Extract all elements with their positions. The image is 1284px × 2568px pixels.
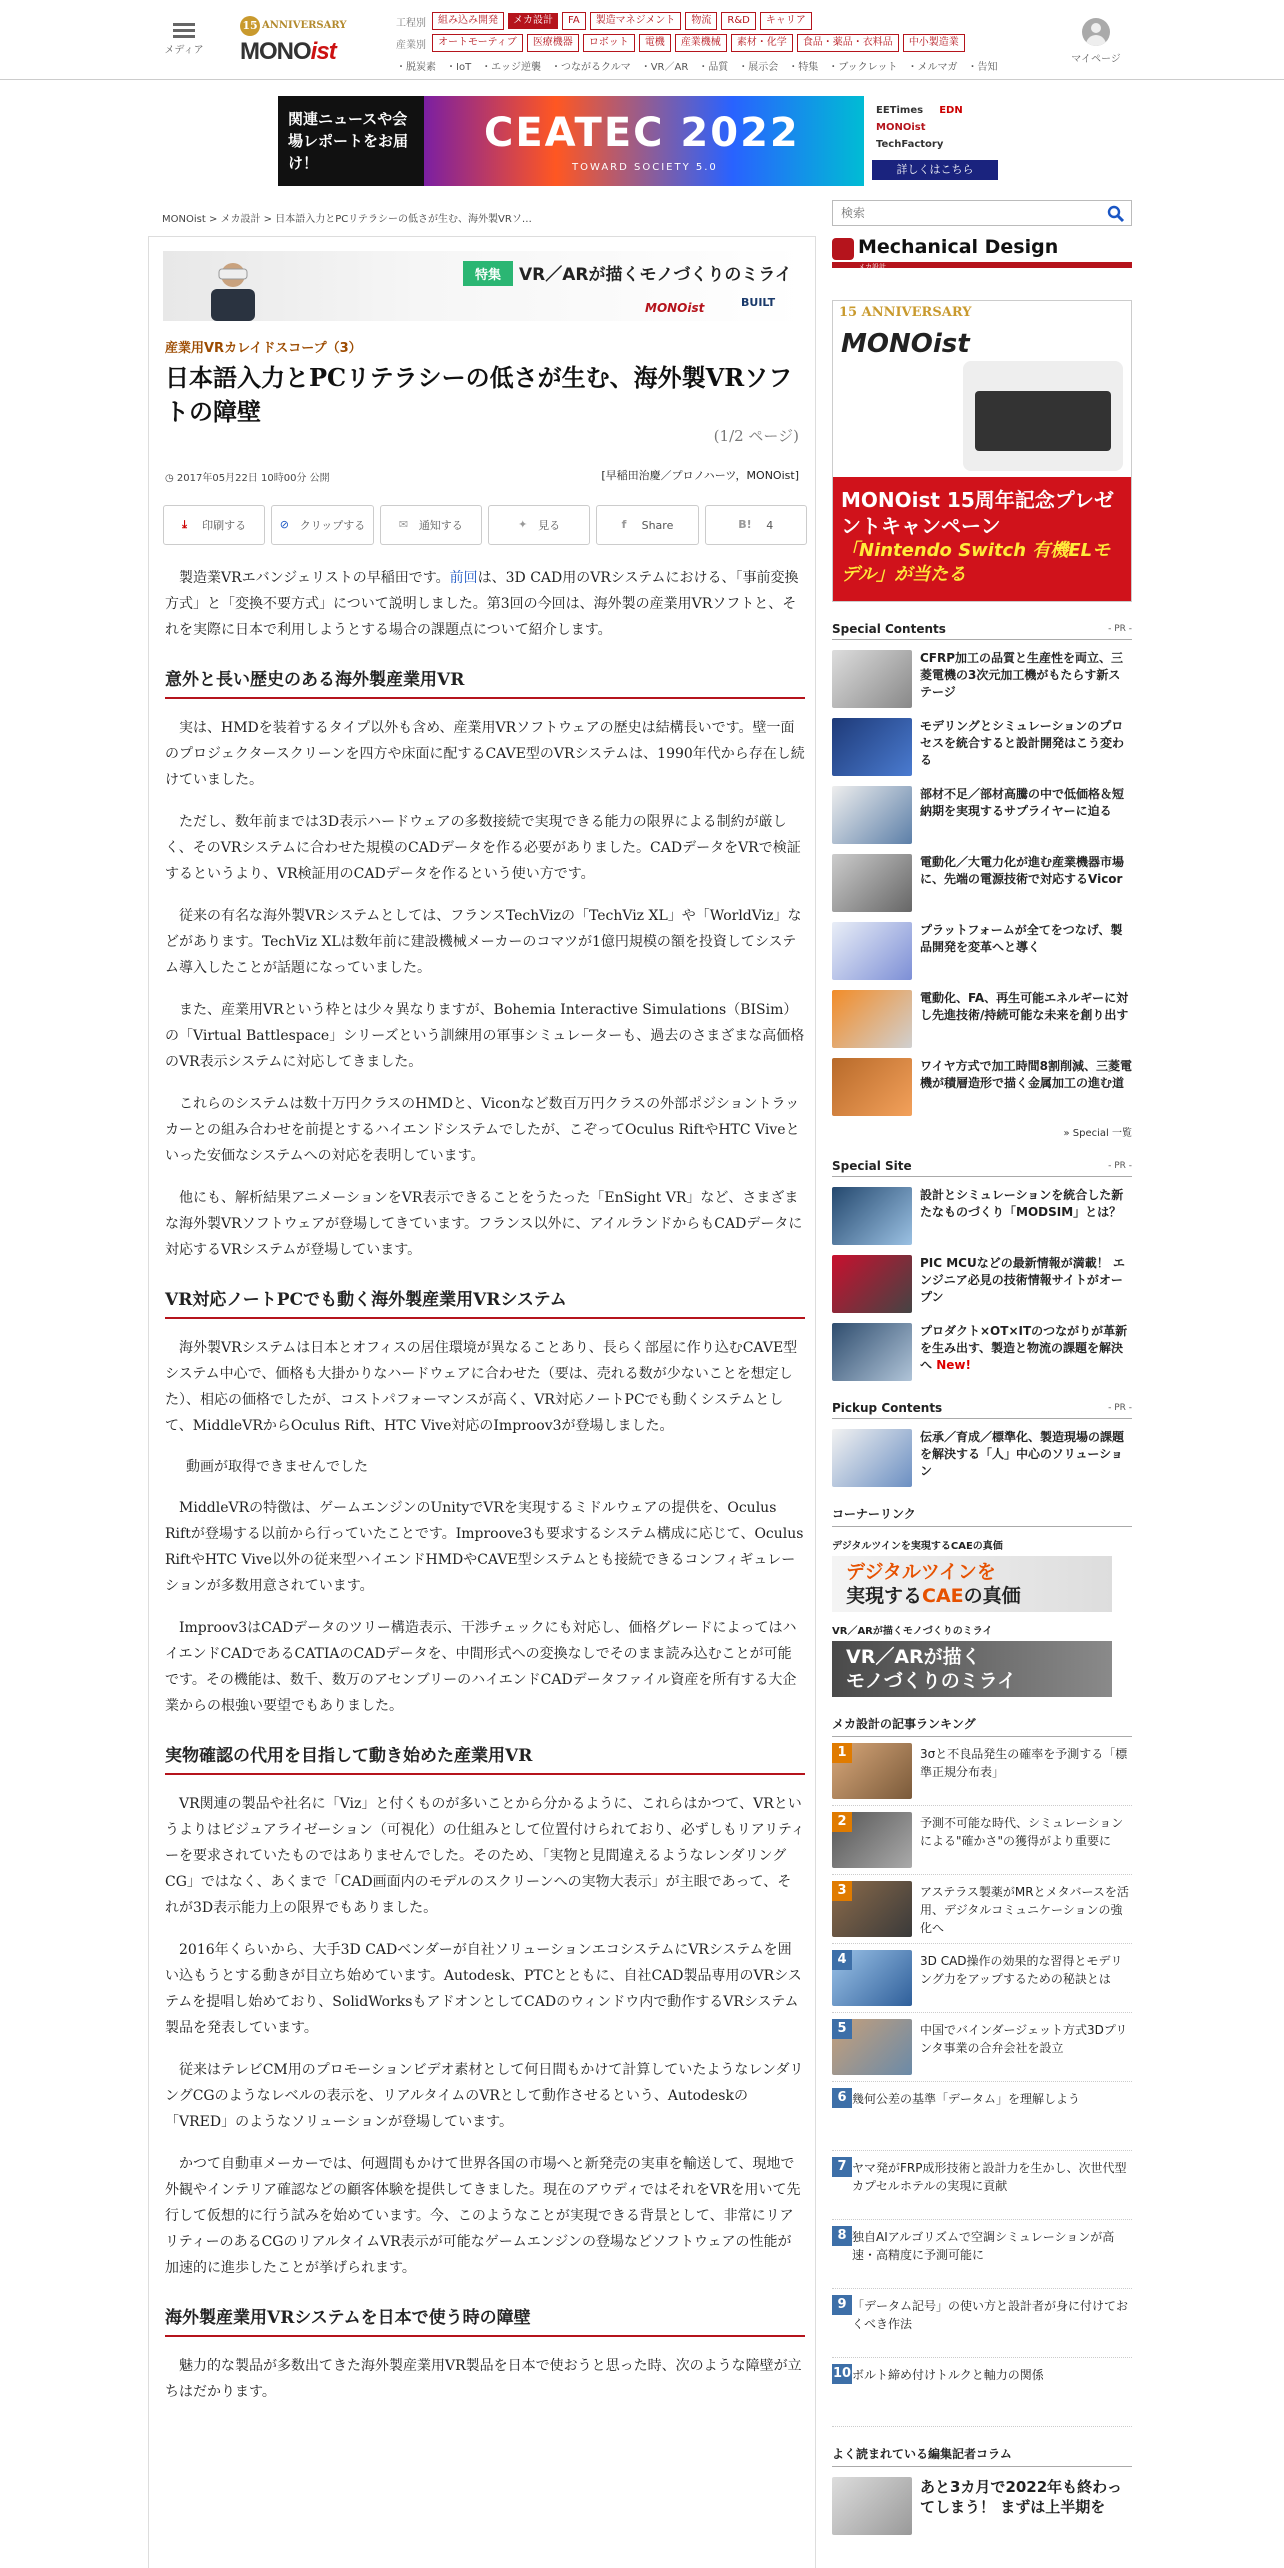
ranking-item[interactable]: 1 3σと不良品発生の確率を予測する「標準正規分布表」 bbox=[832, 1743, 1132, 1806]
special-site-item[interactable]: 設計とシミュレーションを統合した新たなものづくり「MODSIM」とは？ bbox=[832, 1187, 1132, 1245]
logo-anniversary-number: 15 bbox=[240, 16, 260, 36]
keyword-link[interactable]: ・IoT bbox=[446, 61, 472, 73]
keyword-link[interactable]: ・メルマガ bbox=[907, 61, 958, 73]
tag-sme[interactable]: 中小製造業 bbox=[903, 34, 965, 52]
new-badge: New! bbox=[936, 1358, 971, 1372]
ranking-heading: メカ設計の記事ランキング bbox=[832, 1715, 1132, 1737]
section-heading: 海外製産業用VRシステムを日本で使う時の障壁 bbox=[165, 2305, 805, 2337]
tag-mechanical[interactable]: メカ設計 bbox=[508, 13, 558, 29]
techfactory-logo: TechFactory bbox=[876, 139, 944, 150]
process-row bbox=[396, 10, 1056, 32]
rank-number: 9 bbox=[832, 2295, 852, 2315]
mypage-button[interactable] bbox=[1062, 18, 1130, 65]
article bbox=[148, 236, 816, 2568]
thumbnail bbox=[832, 786, 912, 844]
banner-center bbox=[424, 96, 864, 186]
clock-icon: ◷ bbox=[165, 473, 177, 484]
ranking-item[interactable]: 10 ボルト締め付けトルクと軸力の関係 bbox=[832, 2364, 1132, 2427]
pickup-item[interactable]: 伝承／育成／標準化、製造現場の課題を解決する「人」中心のソリューション bbox=[832, 1429, 1132, 1487]
ranking-item[interactable]: 7 ヤマ発がFRP成形技術と設計力を生かし、次世代型カプセルホテルの実現に貢献 bbox=[832, 2157, 1132, 2220]
facebook-button[interactable]: f Share bbox=[596, 505, 698, 545]
special-content-item[interactable]: 電動化／大電力化が進む産業機器市場に、先端の電源技術で対応するVicor bbox=[832, 854, 1132, 912]
corner-link bbox=[832, 1622, 1132, 1697]
series-link[interactable]: 産業用VRカレイドスコープ（3） bbox=[165, 341, 362, 356]
paragraph: また、産業用VRという枠とは少々異なりますが、Bohemia Interactive Simulations（BISim）の「Virtual Battlespace」シリーズという訓練用の軍事シミュレーターも、過去のさまざまな高価格のVR表示システムに対応してきました。 bbox=[165, 1002, 805, 1070]
hatena-button[interactable]: B! 4 bbox=[705, 505, 807, 545]
special-site-item[interactable]: プロダクト×OT×ITのつながりが革新を生み出す、製造と物流の課題を解決へ New! bbox=[832, 1323, 1132, 1381]
paragraph: 従来の有名な海外製VRシステムとしては、フランスTechVizの「TechViz XL」や「WorldViz」などがあります。TechViz XLは数年前に建設機械メーカーのコマツが1億円規模の額を投資してシステム導入したことが話題になっていました。 bbox=[165, 908, 802, 976]
feature-banner[interactable] bbox=[163, 251, 805, 321]
column-item[interactable]: あと3カ月で2022年も終わってしまう！ まずは上半期を bbox=[832, 2477, 1132, 2535]
tag-logistics[interactable]: 物流 bbox=[685, 12, 717, 30]
paragraph: 従来はテレビCM用のプロモーションビデオ素材として何日間もかけて計算していたようなレンダリングCGのようなレベルの表示を、リアルタイムのVRとして動作させるという、Autodeskの「VRED」のようなソリューションが登場しています。 bbox=[165, 2062, 804, 2130]
paragraph: 海外製VRシステムは日本とオフィスの居住環境が異なることあり、長らく部屋に作り込むCAVE型システム中心で、価格も大掛かりなハードウェアに合わせた（要は、売れる数が少ないことを想定した）、相応の価格でしたが、コストパフォーマンスが高く、VR対応ノートPCでも動くシステムとして、MiddleVRからOculus Rift、HTC Vive対応のImproov3が登場しました。 bbox=[165, 1340, 798, 1434]
corner-link-banner[interactable]: デジタルツインを 実現するCAEの真価 bbox=[832, 1556, 1112, 1612]
author: [早稲田治慶／プロノハーツ，MONOist] bbox=[601, 469, 799, 482]
mechanical-design-header[interactable] bbox=[832, 236, 1132, 270]
search-icon[interactable] bbox=[1107, 205, 1125, 223]
campaign-anniversary: 15 ANNIVERSARY bbox=[839, 305, 972, 320]
tag-automotive[interactable]: オートモーティブ bbox=[432, 34, 523, 52]
feature-tag: 特集 bbox=[463, 261, 513, 286]
tag-management[interactable]: 製造マネジメント bbox=[590, 12, 682, 30]
thumbnail bbox=[832, 718, 912, 776]
special-site-heading: Special Site - PR - bbox=[832, 1159, 1132, 1177]
page-indicator: (1/2 ページ) bbox=[713, 427, 799, 445]
keyword-link[interactable]: ・ブックレット bbox=[828, 61, 898, 73]
paragraph: かつて自動車メーカーでは、何週間もかけて世界各国の市場へと新発売の実車を輸送して、現地で外観やインテリア確認などの顧客体験を提供してきました。現在のアウディではそれをVRを用いて先行して仮想的に行う試みを始めています。今、このようなことが実現できる背景として、非常にリアリティーのあるCGのリアルタイムVR表示が可能なゲームエンジンの登場などソフトウェアの性能が加速的に進歩したことが挙げられます。 bbox=[165, 2156, 801, 2276]
tag-embedded[interactable]: 組み込み開発 bbox=[432, 12, 504, 30]
campaign-subline: 「Nintendo Switch 有機ELモデル」が当たる bbox=[841, 540, 1111, 585]
edn-logo: EDN bbox=[939, 105, 963, 116]
monoist-logo-small: MONOist bbox=[876, 122, 926, 133]
ranking-item[interactable]: 2 予測不可能な時代、シミュレーションによる"確かさ"の獲得がより重要に bbox=[832, 1812, 1132, 1875]
banner-subtitle: TOWARD SOCIETY 5.0 bbox=[572, 162, 718, 173]
corner-link-label: VR／ARが描くモノづくりのミライ bbox=[832, 1626, 993, 1637]
keyword-row bbox=[396, 54, 1056, 76]
tag-materials[interactable]: 素材・化学 bbox=[731, 34, 793, 52]
paragraph: VR関連の製品や社名に「Viz」と付くものが多いことから分かるように、これらはかつて、VRというよりはビジュアライゼーション（可視化）の仕組みとして位置付けられており、必ずしもリアリティーを要求されていたものではありませんでした。そのため、「実物と見間違えるようなレンダリングCG」ではなく、あくまで「CAD画面内のモデルのスクリーンへの実物大表示」が主眼であって、それが3D表示能力上の限界でもありました。 bbox=[165, 1796, 805, 1916]
rank-number: 7 bbox=[832, 2157, 852, 2177]
gear-icon bbox=[832, 238, 854, 260]
keyword-link[interactable]: ・VR／AR bbox=[640, 61, 689, 73]
hatena-icon: B! bbox=[738, 518, 752, 531]
paragraph: これらのシステムは数十万円クラスのHMDと、Viconなど数百万円クラスの外部ポジショントラッカーとの組み合わせを前提とするハイエンドシステムでしたが、こぞってOculus RiftやHTC Viveといった安価なシステムへの対応を表明しています。 bbox=[165, 1096, 800, 1164]
special-content-item[interactable]: 電動化、FA、再生可能エネルギーに対し先進技術/持続可能な未来を創り出す bbox=[832, 990, 1132, 1048]
thumbnail bbox=[832, 1429, 912, 1487]
rank-number: 4 bbox=[832, 1950, 852, 1970]
breadcrumb[interactable]: MONOist > メカ設計 > 日本語入力とPCリテラシーの低さが生む、海外製VRソ… bbox=[162, 214, 532, 225]
logo-wordmark: MONOist bbox=[240, 38, 336, 65]
tag-machinery[interactable]: 産業機械 bbox=[675, 34, 727, 52]
columns-heading: よく読まれている編集記者コラム bbox=[832, 2445, 1132, 2467]
campaign-ad[interactable] bbox=[832, 300, 1132, 602]
thumbnail bbox=[832, 1187, 912, 1245]
notify-icon: ✉ bbox=[398, 518, 409, 531]
special-content-item[interactable]: 部材不足／部材高騰の中で低価格＆短納期を実現するサプライヤーに迫る bbox=[832, 786, 1132, 844]
paragraph: 2016年くらいから、大手3D CADベンダーが自社ソリューションエコシステムにVRシステムを囲い込もうとする動きが目立ち始めています。Autodesk、PTCとともに、自社CAD製品専用のVRシステムを提唱し始めており、SolidWorksもアドオンとしてCADのウィンドウ内で動作するVRシステム製品を発表しています。 bbox=[165, 1942, 802, 2036]
rank-number: 6 bbox=[832, 2088, 852, 2108]
special-site-item[interactable]: PIC MCUなどの最新情報が満載！ エンジニア必見の技術情報サイトがオープン bbox=[832, 1255, 1132, 1313]
game-console-image bbox=[963, 361, 1123, 471]
rank-number: 3 bbox=[832, 1881, 852, 1901]
user-avatar-icon bbox=[1082, 18, 1110, 46]
print-button[interactable]: ⤓ 印刷する bbox=[163, 505, 265, 545]
clip-icon: ⊘ bbox=[279, 518, 289, 531]
thumbnail bbox=[832, 854, 912, 912]
ranking-item[interactable]: 6 幾何公差の基準「データム」を理解しよう bbox=[832, 2088, 1132, 2151]
ranking-item[interactable]: 9 「データム記号」の使い方と設計者が身に付けておくべき作法 bbox=[832, 2295, 1132, 2358]
special-content-item[interactable]: モデリングとシミュレーションのプロセスを統合すると設計開発はこう変わる bbox=[832, 718, 1132, 776]
thumbnail bbox=[832, 1255, 912, 1313]
corner-links-heading: コーナーリンク bbox=[832, 1505, 1132, 1527]
banner-left-text: 関連ニュースや会場レポートをお届け！ bbox=[278, 96, 424, 186]
share-toolbar bbox=[163, 505, 807, 547]
section-heading: VR対応ノートPCでも動く海外製産業用VRシステム bbox=[165, 1287, 805, 1319]
ranking-item[interactable]: 3 アステラス製薬がMRとメタバースを活用、デジタルコミュニケーションの強化へ bbox=[832, 1881, 1132, 1944]
ranking-item[interactable]: 5 中国でバインダージェット方式3Dプリンタ事業の合弁会社を設立 bbox=[832, 2019, 1132, 2082]
rank-number: 5 bbox=[832, 2019, 852, 2039]
video-unavailable-note: 動画が取得できませんでした bbox=[186, 1459, 368, 1475]
special-contents-heading: Special Contents - PR - bbox=[832, 622, 1132, 640]
keyword-link[interactable]: ・品質 bbox=[698, 61, 729, 73]
corner-link bbox=[832, 1537, 1132, 1612]
category-nav bbox=[396, 10, 1056, 76]
hamburger-icon bbox=[162, 23, 206, 38]
feature-logo-monoist: MONOist bbox=[645, 301, 705, 315]
rank-number: 10 bbox=[832, 2364, 852, 2384]
rank-number: 1 bbox=[832, 1743, 852, 1763]
twitter-icon: ✦ bbox=[518, 518, 528, 531]
sidebar bbox=[832, 236, 1132, 2535]
tag-electric[interactable]: 電機 bbox=[639, 34, 671, 52]
section-heading: 意外と長い歴史のある海外製産業用VR bbox=[165, 667, 805, 699]
monoist-logo[interactable] bbox=[236, 14, 376, 68]
pickup-heading: Pickup Contents - PR - bbox=[832, 1401, 1132, 1419]
special-content-item[interactable]: CFRP加工の品質と生産性を両立、三菱電機の3次元加工機がもたらす新ステージ bbox=[832, 650, 1132, 708]
eetimes-logo: EETimes bbox=[876, 105, 924, 116]
mechanical-design-sub: メカ設計 bbox=[858, 263, 886, 271]
banner-logos bbox=[864, 96, 1006, 186]
paragraph: 実は、HMDを装着するタイプ以外も含め、産業用VRソフトウェアの歴史は結構長いです。壁一面のプロジェクタースクリーンを四方や床面に配するCAVE型のVRシステムは、1990年代から存在し続けていました。 bbox=[165, 720, 805, 788]
vr-headset-person-image bbox=[203, 257, 263, 321]
site-header bbox=[0, 0, 1284, 80]
paragraph: MiddleVRの特徴は、ゲームエンジンのUnityでVRを実現するミドルウェアの提供を、Oculus Riftが登場する以前から行っていたことです。Improove3も要求するシステム構成に応じて、Oculus RiftやHTC Vive以外の従来型ハイエンドHMDやCAVE型システムとも接続できるコンフィギュレーションが多数用意されています。 bbox=[165, 1500, 804, 1594]
campaign-text-area bbox=[833, 477, 1132, 602]
media-menu-button[interactable] bbox=[162, 20, 206, 56]
corner-link-banner[interactable]: VR／ARが描く モノづくりのミライ bbox=[832, 1641, 1112, 1697]
keyword-link[interactable]: ・脱炭素 bbox=[396, 61, 436, 73]
mechanical-design-title: Mechanical Design bbox=[858, 236, 1059, 258]
rank-number: 8 bbox=[832, 2226, 852, 2246]
publish-date: ◷ 2017年05月22日 10時00分 公開 bbox=[165, 473, 330, 484]
search-input[interactable] bbox=[833, 201, 1093, 225]
thumbnail bbox=[832, 650, 912, 708]
banner-title: CEATEC 2022 bbox=[484, 110, 800, 156]
industry-row bbox=[396, 32, 1056, 54]
clip-button[interactable]: ⊘ クリップする bbox=[271, 505, 373, 545]
ranking-item[interactable]: 8 独自AIアルゴリズムで空調シミュレーションが高速・高精度に予測可能に bbox=[832, 2226, 1132, 2289]
special-content-item[interactable]: プラットフォームが全てをつなげ、製品開発を変革へと導く bbox=[832, 922, 1132, 980]
tag-food[interactable]: 食品・薬品・衣料品 bbox=[797, 34, 899, 52]
special-content-item[interactable]: ワイヤ方式で加工時間8割削減、三菱電機が積層造形で描く金属加工の進む道 bbox=[832, 1058, 1132, 1116]
intro-paragraph: 製造業VRエバンジェリストの早稲田です。前回は、3D CAD用のVRシステムにおける、「事前変換方式」と「変換不要方式」について説明しました。第3回の今回は、海外製の産業用VRソフトと、それを実際に日本で利用しようとする場合の課題点について紹介します。 bbox=[165, 570, 799, 638]
paragraph: ただし、数年前までは3D表示ハードウェアの多数接続で実現できる能力の限界による制約が厳しく、そのVRシステムに合わせた規模のCADデータを作る必要がありました。CADデータをVRで検証するというより、VR検証用のCADデータを作るという使い方です。 bbox=[165, 814, 801, 882]
ranking-item[interactable]: 4 3D CAD操作の効果的な習得とモデリング力をアップするための秘訣とは bbox=[832, 1950, 1132, 2013]
corner-link-label: デジタルツインを実現するCAEの真価 bbox=[832, 1541, 1003, 1552]
media-menu-label: メディア bbox=[164, 45, 204, 56]
paragraph: Improov3はCADデータのツリー構造表示、干渉チェックにも対応し、価格グレードによってはハイエンドCADであるCATIAのCADデータを、中間形式への変換なしでそのまま読み込むことが可能です。その機能は、数千、数万のアセンブリーのハイエンドCADデータファイル資産を所有する大企業からの根強い要望でもありました。 bbox=[165, 1620, 797, 1714]
banner-cta-button[interactable]: 詳しくはこちら bbox=[872, 160, 998, 180]
campaign-logo: MONOist bbox=[841, 329, 970, 359]
thumbnail bbox=[832, 1323, 912, 1381]
logo-anniversary-text: ANNIVERSARY bbox=[262, 20, 347, 31]
thumbnail bbox=[832, 990, 912, 1048]
notify-button[interactable]: ✉ 通知する bbox=[380, 505, 482, 545]
keyword-link[interactable]: ・特集 bbox=[788, 61, 819, 73]
mypage-label: マイページ bbox=[1071, 54, 1121, 65]
print-icon: ⤓ bbox=[182, 518, 188, 531]
search-box bbox=[832, 200, 1132, 226]
article-body bbox=[165, 565, 805, 2421]
process-label: 工程別 bbox=[396, 17, 426, 29]
thumbnail bbox=[832, 922, 912, 980]
paragraph: 魅力的な製品が多数出てきた海外製産業用VR製品を日本で使おうと思った時、次のような障壁が立ちはだかります。 bbox=[165, 2358, 802, 2400]
ceatec-banner-ad[interactable] bbox=[278, 96, 1006, 186]
industry-label: 産業別 bbox=[396, 39, 426, 51]
facebook-icon: f bbox=[621, 518, 627, 531]
thumbnail bbox=[832, 2477, 912, 2535]
previous-article-link[interactable]: 前回 bbox=[449, 570, 478, 586]
tag-fa[interactable]: FA bbox=[562, 12, 586, 30]
keyword-link[interactable]: ・つながるクルマ bbox=[551, 61, 631, 73]
feature-title: VR／ARが描くモノづくりのミライ bbox=[519, 265, 792, 285]
campaign-headline: MONOist 15周年記念プレゼントキャンペーン bbox=[841, 488, 1114, 538]
keyword-link[interactable]: ・展示会 bbox=[738, 61, 779, 73]
tag-career[interactable]: キャリア bbox=[760, 12, 812, 30]
article-title: 日本語入力とPCリテラシーの低さが生む、海外製VRソフトの障壁 bbox=[165, 363, 793, 426]
rank-number: 2 bbox=[832, 1812, 852, 1832]
special-list-link[interactable]: » Special 一覧 bbox=[1063, 1128, 1132, 1139]
tag-medical[interactable]: 医療機器 bbox=[527, 34, 579, 52]
twitter-button[interactable]: ✦ 見る bbox=[488, 505, 590, 545]
thumbnail bbox=[832, 1058, 912, 1116]
paragraph: 他にも、解析結果アニメーションをVR表示できることをうたった「EnSight VR」など、さまざまな海外製VRソフトウェアが登場してきています。フランス以外に、アイルランドからもCADデータに対応するVRシステムが登場しています。 bbox=[165, 1190, 803, 1258]
feature-logo-built: BUILT bbox=[741, 296, 776, 309]
tag-robot[interactable]: ロボット bbox=[583, 34, 635, 52]
tag-rnd[interactable]: R&D bbox=[721, 12, 755, 30]
keyword-link[interactable]: ・エッジ逆襲 bbox=[481, 61, 541, 73]
section-heading: 実物確認の代用を目指して動き始めた産業用VR bbox=[165, 1743, 805, 1775]
keyword-link[interactable]: ・告知 bbox=[967, 61, 998, 73]
